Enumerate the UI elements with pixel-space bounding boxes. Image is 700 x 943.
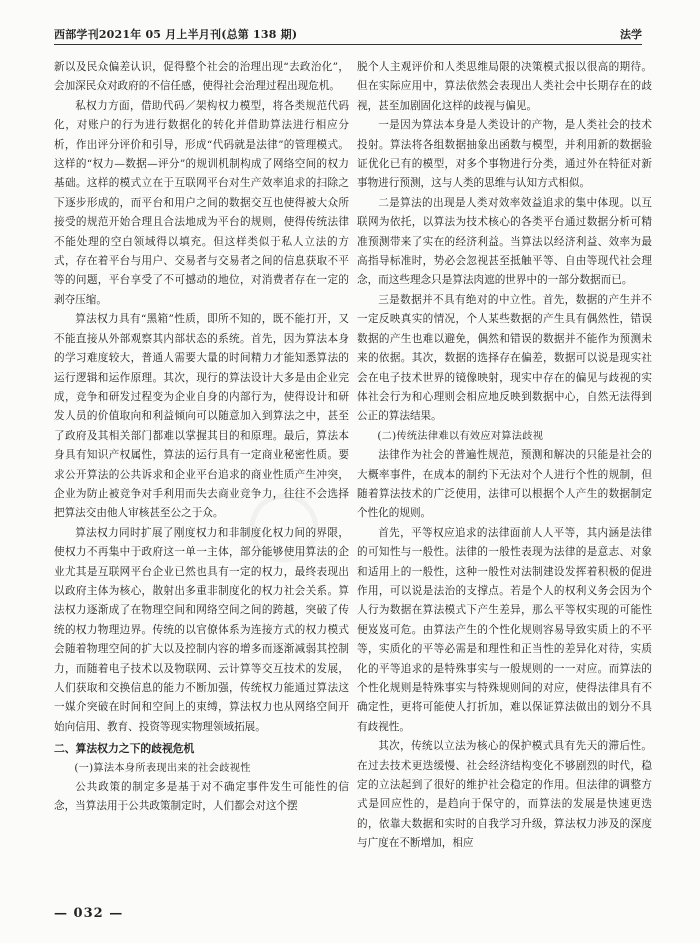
paragraph: 算法权力具有“黑箱”性质，即所不知的，既不能打开，又不能直接从外部观察其内部状态的系统。首先，因为算法本身的学习难度较大，普通人需要大量的时间精力才能知悉算法的运行逻辑和运作原理。其次，现行的算法设计大多是由企业完成，竞争和研发过程变为企业自身的内部行为，使得设计和研发人员的价值取向和利益倾向可以随意加入到算法之中，甚至了政府及其相关部门都难以掌握其目的和原理。最后，算法本身具有知识产权属性，算法的运行具有一定商业秘密性质。要求公开算法的公共诉求和企业平台追求的商业性质产生冲突，企业为防止被竞争对手利用而失去商业竞争力，往往不会选择把算法交由他人审核甚至公之于众。 bbox=[54, 313, 349, 520]
section-name: 法学 bbox=[620, 28, 642, 41]
subsection-heading: (二)传统法律难以有效应对算法歧视 bbox=[377, 430, 544, 442]
paragraph: 其次，传统以立法为核心的保护模式具有先天的滞后性。在过去技术更迭缓慢、社会经济结构变化不够剧烈的时代，稳定的立法起到了很好的维护社会稳定的作用。但法律的调整方式是回应性的，是趋向于保守的，而算法的发展是快速更迭的，依靠大数据和实时的自我学习升级，算法权力涉及的深度与广度在不断增加，相应 bbox=[357, 740, 652, 850]
paragraph: 二是算法的出现是人类对效率效益追求的集中体现。以互联网为依托，以算法为技术核心的各类平台通过数据分析可精准预测带来了实在的经济利益。当算法以经济利益、效率为最高指导标准时，势必会忽视甚至抵触平等、自由等现代社会理念，而这些理念只是算法肉遮的世界中的一部分数据而已。 bbox=[357, 196, 652, 287]
journal-issue-line bbox=[54, 26, 297, 42]
header-rule bbox=[54, 44, 642, 45]
paragraph: 三是数据并不具有绝对的中立性。首先，数据的产生并不一定反映真实的情况，个人某些数据的产生具有偶然性，错误数据的产生也难以避免，偶然和错误的数据并不能作为预测未来的依据。其次，数据的选择存在偏差，数据可以说是现实社会在电子技术世界的镜像映射，现实中存在的偏见与歧视的实体社会行为和心理则会相应地反映到数据中心，自然无法得到公正的算法结果。 bbox=[357, 293, 652, 423]
running-header bbox=[54, 26, 642, 42]
paragraph: 法律作为社会的普遍性规范，预测和解决的只能是社会的大概率事件，在成本的制约下无法对个人进行个性的规制，但随着算法技术的广泛使用，法律可以根据个人产生的数据制定个性化的规则。 bbox=[357, 449, 652, 520]
paragraph: 算法权力同时扩展了刚度权力和非制度化权力间的界限，使权力不再集中于政府这一单一主体，部分能够使用算法的企业尤其是互联网平台企业已然也具有一定的权力，最终表现出以政府主体为核心，散射出多重非制度化的权力社会关系。算法权力逐渐成了在物理空间和网络空间之间的跨越，突破了传统的权力物理边界。传统的以官僚体系为连接方式的权力模式会随着物理空间的扩大以及控制内容的增多而逐渐减弱其控制力，而随着电子技术以及物联网、云计算等交互技术的发展，人们获取和交换信息的能力不断加强，传统权力能通过算法这一媒介突破在时间和空间上的束缚，算法权力也从网络空间开始向信用、教育、投资等现实物理领域拓展。 bbox=[54, 526, 349, 733]
subsection-heading: (一)算法本身所表现出来的社会歧视性 bbox=[74, 762, 251, 774]
paragraph: 首先，平等权应追求的法律面前人人平等，其内涵是法律的可知性与一般性。法律的一般性表现为法律的是意志、对象和适用上的一般性，这种一般性对法制建设发挥着积极的促进作用，可以说是法治的支撑点。若是个人的权利义务会因为个人行为数据在算法模式下产生差异，那么平等权实现的可能性便岌岌可危。由算法产生的个性化规则容易导致实质上的不平等，实质化的平等必需是和理性和正当性的差异化对待，实质化的平等追求的是特殊事实与一般规则的一一对应。而算法的个性化规则是特殊事实与特殊规则间的对应，使得法律具有不确定性，更将可能使人打折加，难以保证算法做出的划分不具有歧视性。 bbox=[357, 526, 652, 733]
journal-title: 西部学刊 bbox=[54, 28, 99, 41]
left-column bbox=[54, 58, 349, 817]
paragraph: 一是因为算法本身是人类设计的产物，是人类社会的技术投射。算法将各组数据抽象出函数与模型，并利用新的数据验证优化已有的模型，对多个事物进行分类，通过外在特征对新事物进行预测，这与人类的思维与认知方式相似。 bbox=[357, 119, 652, 190]
paragraph: 私权力方面，借助代码／架构权力模型，将各类规范代码化，对账户的行为进行数据化的转化并借助算法进行相应分析，作出评分评价和引导，形成“代码就是法律”的管理模式。这样的“权力—数据—评分”的规训机制构成了网络空间的权力基础。这样的模式立在于互联网平台对生产效率追求的扫除之下逐步形成的，而平台和用户之间的数据交互也使得被大众所接受的规范开始合理且合法地成为平台的规则，使得传统法律不能处理的空白领域得以填充。但这样类似于私人立法的方式，存在着平台与用户、交易者与交易者之间的信息获取不平等的问题，平台享受了不可撼动的地位，对消费者存在一定的剥夺压缩。 bbox=[54, 99, 349, 306]
right-column bbox=[357, 58, 652, 854]
paragraph: 公共政策的制定多是基于对不确定事件发生可能性的信念，当算法用于公共政策制定时，人们都会对这个摆 bbox=[54, 781, 349, 813]
paragraph: 脱个人主观评价和人类思维局限的决策模式报以很高的期待。但在实际应用中，算法依然会表现出人类社会中长期存在的歧视，甚至加剧固化这样的歧视与偏见。 bbox=[357, 61, 652, 112]
section-heading: 二、算法权力之下的歧视危机 bbox=[54, 742, 195, 756]
issue-info: 2021年 05 月上半月刊(总第 138 期) bbox=[98, 28, 298, 41]
page-number: — 032 — bbox=[54, 906, 124, 921]
paragraph: 新以及民众偏差认识，促得整个社会的治理出现“去政治化”，会加深民众对政府的不信任感，使得社会治理过程出现危机。 bbox=[54, 61, 349, 93]
